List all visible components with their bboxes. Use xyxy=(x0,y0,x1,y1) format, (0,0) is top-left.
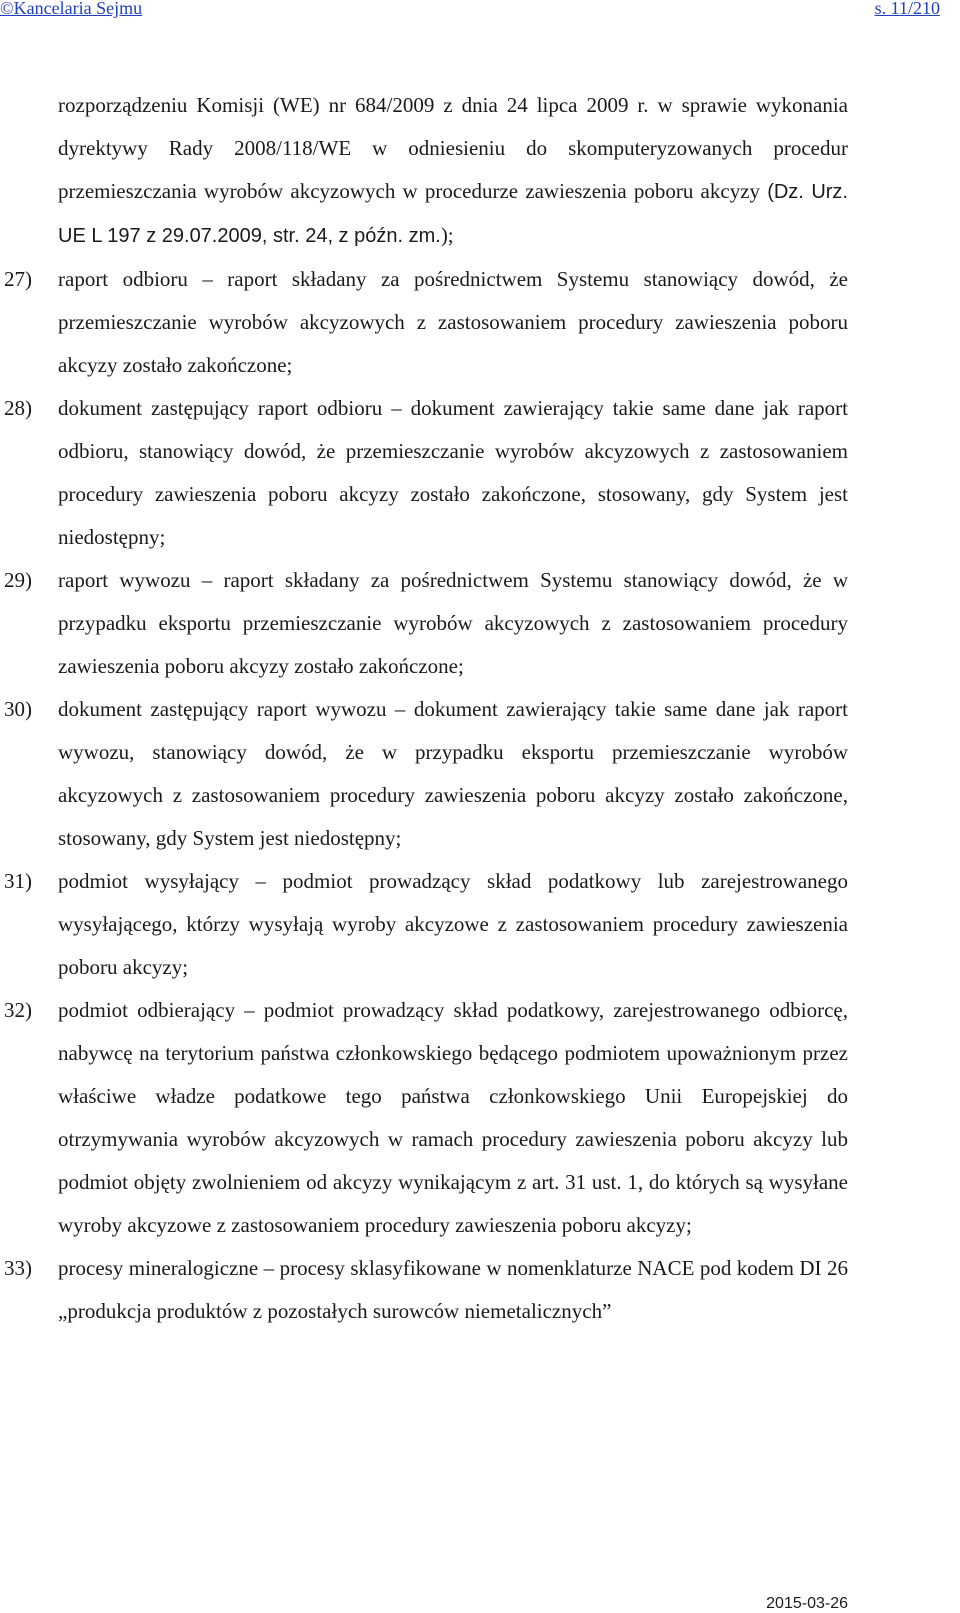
item-text: dokument zastępujący raport wywozu – dokument zawierający takie same dane jak raport wywozu, stanowiący dowód, że w przypadku eksportu przemieszczanie wyrobów akcyzowych z zastosowaniem procedury zawieszenia poboru akcyzy zostało zakończone, stosowany, gdy System jest niedostępny; xyxy=(58,697,848,850)
item-text: procesy mineralogiczne – procesy sklasyfikowane w nomenklaturze NACE pod kodem DI 26 „produkcja produktów z pozostałych surowców niemetalicznych” xyxy=(58,1256,848,1323)
definition-item-31 xyxy=(0,860,960,989)
item-number: 29) xyxy=(4,568,32,592)
page-number-link[interactable]: s. 11/210 xyxy=(874,0,940,18)
item-number: 33) xyxy=(4,1256,32,1280)
item-text: dokument zastępujący raport odbioru – dokument zawierający takie same dane jak raport odbioru, stanowiący dowód, że przemieszczanie wyrobów akcyzowych z zastosowaniem procedury zawieszenia poboru akcyzy zostało zakończone, stosowany, gdy System jest niedostępny; xyxy=(58,396,848,549)
item-number: 32) xyxy=(4,998,32,1022)
item-text: raport odbioru – raport składany za pośrednictwem Systemu stanowiący dowód, że przemieszczanie wyrobów akcyzowych z zastosowaniem procedury zawieszenia poboru akcyzy zostało zakończone; xyxy=(58,267,848,377)
definition-item-33 xyxy=(0,1247,960,1333)
item-number: 27) xyxy=(4,267,32,291)
intro-text-end: ); xyxy=(440,223,454,247)
document-body xyxy=(0,84,960,1333)
definition-item-30 xyxy=(0,688,960,860)
definition-item-27 xyxy=(0,258,960,387)
item-text: podmiot wysyłający – podmiot prowadzący skład podatkowy lub zarejestrowanego wysyłającego, którzy wysyłają wyroby akcyzowe z zastosowaniem procedury zawieszenia poboru akcyzy; xyxy=(58,869,848,979)
item-number: 31) xyxy=(4,869,32,893)
definition-item-29 xyxy=(0,559,960,688)
intro-text-citation: (Dz. Urz. UE L 197 z 29.07.2009, str. 24, z późn. zm. xyxy=(58,181,848,247)
item-number: 30) xyxy=(4,697,32,721)
item-text: podmiot odbierający – podmiot prowadzący skład podatkowy, zarejestrowanego odbiorcę, nabywcę na terytorium państwa członkowskiego będącego podmiotem upoważnionym przez właściwe władze podatkowe tego państwa członkowskiego Unii Europejskiej do otrzymywania wyrobów akcyzowych w ramach procedury zawieszenia poboru akcyzy lub podmiot objęty zwolnieniem od akcyzy wynikającym z art. 31 ust. 1, do których są wysyłane wyroby akcyzowe z zastosowaniem procedury zawieszenia poboru akcyzy; xyxy=(58,998,848,1237)
item-text: raport wywozu – raport składany za pośrednictwem Systemu stanowiący dowód, że w przypadku eksportu przemieszczanie wyrobów akcyzowych z zastosowaniem procedury zawieszenia poboru akcyzy zostało zakończone; xyxy=(58,568,848,678)
document-date: 2015-03-26 xyxy=(766,1595,848,1612)
definition-item-32 xyxy=(0,989,960,1247)
item-number: 28) xyxy=(4,396,32,420)
intro-paragraph xyxy=(58,84,848,258)
copyright-link[interactable]: ©Kancelaria Sejmu xyxy=(0,0,143,18)
intro-text-serif: rozporządzeniu Komisji (WE) nr 684/2009 z dnia 24 lipca 2009 r. w sprawie wykonania dyrektywy Rady 2008/118/WE w odniesieniu do skomputeryzowanych procedur przemieszczania wyrobów akcyzowych w procedurze zawieszenia poboru akcyzy xyxy=(58,93,848,203)
definition-item-28 xyxy=(0,387,960,559)
page-header xyxy=(0,0,960,24)
